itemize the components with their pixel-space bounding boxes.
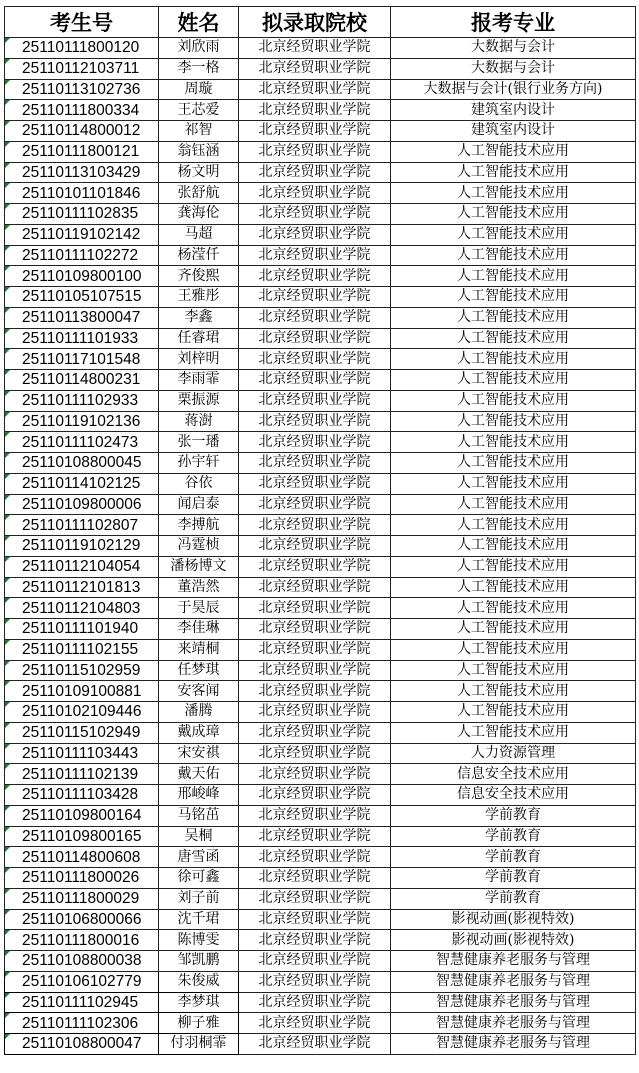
cell-name[interactable]: 陈博雯: [159, 930, 239, 951]
cell-exam-id[interactable]: 25110111102835: [5, 204, 159, 225]
cell-exam-id[interactable]: 25110105107515: [5, 287, 159, 308]
table-row: [5, 826, 636, 847]
cell-exam-id[interactable]: 25110111102272: [5, 245, 159, 266]
cell-major[interactable]: 人工智能技术应用: [391, 432, 636, 453]
cell-school[interactable]: 北京经贸职业学院: [239, 38, 391, 59]
cell-exam-id[interactable]: 25110111102155: [5, 639, 159, 660]
cell-major[interactable]: 人工智能技术应用: [391, 245, 636, 266]
cell-exam-id[interactable]: 25110112104054: [5, 556, 159, 577]
cell-name[interactable]: 龚海伦: [159, 204, 239, 225]
table-row: [5, 577, 636, 598]
cell-major[interactable]: 人工智能技术应用: [391, 681, 636, 702]
cell-school[interactable]: 北京经贸职业学院: [239, 888, 391, 909]
cell-major[interactable]: 人工智能技术应用: [391, 224, 636, 245]
cell-exam-id[interactable]: 25110111800016: [5, 930, 159, 951]
cell-major[interactable]: 影视动画(影视特效): [391, 909, 636, 930]
table-row: [5, 909, 636, 930]
cell-major[interactable]: 影视动画(影视特效): [391, 930, 636, 951]
table-row: [5, 38, 636, 59]
cell-major[interactable]: 人工智能技术应用: [391, 536, 636, 557]
cell-major[interactable]: 学前教育: [391, 868, 636, 889]
table-row: [5, 162, 636, 183]
cell-major[interactable]: 人工智能技术应用: [391, 453, 636, 474]
cell-name[interactable]: 邢峻峰: [159, 785, 239, 806]
cell-school[interactable]: 北京经贸职业学院: [239, 100, 391, 121]
cell-name[interactable]: 沈千珺: [159, 909, 239, 930]
cell-school[interactable]: 北京经贸职业学院: [239, 245, 391, 266]
table-row: [5, 702, 636, 723]
cell-name[interactable]: 邹凯鹏: [159, 951, 239, 972]
cell-major[interactable]: 人工智能技术应用: [391, 598, 636, 619]
cell-major[interactable]: 人工智能技术应用: [391, 722, 636, 743]
cell-name[interactable]: 谷依: [159, 473, 239, 494]
cell-exam-id[interactable]: 25110113103429: [5, 162, 159, 183]
cell-major[interactable]: 人工智能技术应用: [391, 183, 636, 204]
cell-exam-id[interactable]: 25110101101846: [5, 183, 159, 204]
cell-name[interactable]: 刘梓明: [159, 349, 239, 370]
cell-school[interactable]: 北京经贸职业学院: [239, 743, 391, 764]
table-row: [5, 432, 636, 453]
cell-school[interactable]: 北京经贸职业学院: [239, 681, 391, 702]
cell-school[interactable]: 北京经贸职业学院: [239, 494, 391, 515]
cell-major[interactable]: 人工智能技术应用: [391, 370, 636, 391]
table-row: [5, 660, 636, 681]
cell-major[interactable]: 人工智能技术应用: [391, 390, 636, 411]
cell-school[interactable]: 北京经贸职业学院: [239, 992, 391, 1013]
table-row: [5, 722, 636, 743]
table-row: [5, 598, 636, 619]
cell-name[interactable]: 李梦琪: [159, 992, 239, 1013]
cell-exam-id[interactable]: 25110111102473: [5, 432, 159, 453]
cell-name[interactable]: 宋安祺: [159, 743, 239, 764]
table-row: [5, 1034, 636, 1055]
cell-major[interactable]: 学前教育: [391, 805, 636, 826]
cell-name[interactable]: 蒋澍: [159, 411, 239, 432]
cell-exam-id[interactable]: 25110109100881: [5, 681, 159, 702]
cell-school[interactable]: 北京经贸职业学院: [239, 1034, 391, 1055]
cell-major[interactable]: 人工智能技术应用: [391, 328, 636, 349]
cell-name[interactable]: 张一璠: [159, 432, 239, 453]
cell-exam-id[interactable]: 25110112103711: [5, 58, 159, 79]
cell-name[interactable]: 马铭茁: [159, 805, 239, 826]
cell-major[interactable]: 人工智能技术应用: [391, 702, 636, 723]
cell-exam-id[interactable]: 25110111800026: [5, 868, 159, 889]
cell-name[interactable]: 吴桐: [159, 826, 239, 847]
cell-exam-id[interactable]: 25110119102142: [5, 224, 159, 245]
cell-school[interactable]: 北京经贸职业学院: [239, 598, 391, 619]
cell-major[interactable]: 人工智能技术应用: [391, 494, 636, 515]
cell-name[interactable]: 安客闻: [159, 681, 239, 702]
table-row: [5, 619, 636, 640]
cell-major[interactable]: 人工智能技术应用: [391, 639, 636, 660]
table-row: [5, 930, 636, 951]
cell-school[interactable]: 北京经贸职业学院: [239, 536, 391, 557]
cell-exam-id[interactable]: 25110112101813: [5, 577, 159, 598]
cell-school[interactable]: 北京经贸职业学院: [239, 370, 391, 391]
cell-school[interactable]: 北京经贸职业学院: [239, 764, 391, 785]
cell-school[interactable]: 北京经贸职业学院: [239, 556, 391, 577]
table-row: [5, 266, 636, 287]
cell-name[interactable]: 李鑫: [159, 307, 239, 328]
cell-name[interactable]: 闻启泰: [159, 494, 239, 515]
cell-name[interactable]: 齐俊熙: [159, 266, 239, 287]
cell-major[interactable]: 人工智能技术应用: [391, 515, 636, 536]
cell-name[interactable]: 李一格: [159, 58, 239, 79]
cell-exam-id[interactable]: 25110115102949: [5, 722, 159, 743]
header-school[interactable]: 拟录取院校: [239, 7, 391, 38]
table-row: [5, 141, 636, 162]
cell-name[interactable]: 来靖桐: [159, 639, 239, 660]
cell-school[interactable]: 北京经贸职业学院: [239, 224, 391, 245]
cell-major[interactable]: 智慧健康养老服务与管理: [391, 992, 636, 1013]
cell-major[interactable]: 信息安全技术应用: [391, 785, 636, 806]
cell-exam-id[interactable]: 25110106800066: [5, 909, 159, 930]
table-row: [5, 121, 636, 142]
cell-school[interactable]: 北京经贸职业学院: [239, 702, 391, 723]
cell-exam-id[interactable]: 25110111101940: [5, 619, 159, 640]
cell-major[interactable]: 人工智能技术应用: [391, 556, 636, 577]
table-row: [5, 556, 636, 577]
table-row: [5, 328, 636, 349]
cell-exam-id[interactable]: 25110117101548: [5, 349, 159, 370]
cell-name[interactable]: 董浩然: [159, 577, 239, 598]
cell-name[interactable]: 杨文明: [159, 162, 239, 183]
cell-name[interactable]: 翁钰涵: [159, 141, 239, 162]
table-row: [5, 1013, 636, 1034]
table-row: [5, 183, 636, 204]
table-row: [5, 743, 636, 764]
cell-name[interactable]: 柳子雅: [159, 1013, 239, 1034]
cell-school[interactable]: 北京经贸职业学院: [239, 805, 391, 826]
cell-exam-id[interactable]: 25110108800045: [5, 453, 159, 474]
cell-school[interactable]: 北京经贸职业学院: [239, 951, 391, 972]
cell-name[interactable]: 任睿珺: [159, 328, 239, 349]
cell-major[interactable]: 人工智能技术应用: [391, 287, 636, 308]
cell-school[interactable]: 北京经贸职业学院: [239, 411, 391, 432]
cell-name[interactable]: 戴成璋: [159, 722, 239, 743]
cell-exam-id[interactable]: 25110115102959: [5, 660, 159, 681]
table-row: [5, 453, 636, 474]
cell-major[interactable]: 人工智能技术应用: [391, 307, 636, 328]
table-row: [5, 639, 636, 660]
table-body: [5, 38, 636, 1055]
cell-name[interactable]: 冯霆桢: [159, 536, 239, 557]
cell-exam-id[interactable]: 25110111800029: [5, 888, 159, 909]
table-row: [5, 536, 636, 557]
cell-major[interactable]: 人工智能技术应用: [391, 473, 636, 494]
cell-major[interactable]: 人工智能技术应用: [391, 204, 636, 225]
cell-exam-id[interactable]: 25110111102139: [5, 764, 159, 785]
cell-major[interactable]: 人工智能技术应用: [391, 141, 636, 162]
cell-exam-id[interactable]: 25110111800121: [5, 141, 159, 162]
cell-name[interactable]: 祁智: [159, 121, 239, 142]
cell-major[interactable]: 人工智能技术应用: [391, 266, 636, 287]
cell-exam-id[interactable]: 25110109800164: [5, 805, 159, 826]
cell-major[interactable]: 信息安全技术应用: [391, 764, 636, 785]
cell-name[interactable]: 任梦琪: [159, 660, 239, 681]
cell-major[interactable]: 智慧健康养老服务与管理: [391, 951, 636, 972]
table-row: [5, 764, 636, 785]
cell-exam-id[interactable]: 25110109800006: [5, 494, 159, 515]
cell-exam-id[interactable]: 25110114800608: [5, 847, 159, 868]
cell-school[interactable]: 北京经贸职业学院: [239, 204, 391, 225]
table-row: [5, 287, 636, 308]
table-row: [5, 245, 636, 266]
cell-school[interactable]: 北京经贸职业学院: [239, 577, 391, 598]
cell-exam-id[interactable]: 25110119102136: [5, 411, 159, 432]
table-row: [5, 494, 636, 515]
cell-school[interactable]: 北京经贸职业学院: [239, 432, 391, 453]
cell-exam-id[interactable]: 25110108800047: [5, 1034, 159, 1055]
cell-school[interactable]: 北京经贸职业学院: [239, 307, 391, 328]
cell-major[interactable]: 大数据与会计(银行业务方向): [391, 79, 636, 100]
cell-name[interactable]: 潘腾: [159, 702, 239, 723]
cell-major[interactable]: 大数据与会计: [391, 38, 636, 59]
cell-name[interactable]: 徐可鑫: [159, 868, 239, 889]
cell-school[interactable]: 北京经贸职业学院: [239, 141, 391, 162]
cell-exam-id[interactable]: 25110114800012: [5, 121, 159, 142]
cell-major[interactable]: 大数据与会计: [391, 58, 636, 79]
cell-name[interactable]: 李雨霏: [159, 370, 239, 391]
header-row: [5, 7, 636, 38]
cell-school[interactable]: 北京经贸职业学院: [239, 390, 391, 411]
cell-school[interactable]: 北京经贸职业学院: [239, 162, 391, 183]
cell-exam-id[interactable]: 25110111800334: [5, 100, 159, 121]
cell-exam-id[interactable]: 25110102109446: [5, 702, 159, 723]
cell-major[interactable]: 学前教育: [391, 826, 636, 847]
table-row: [5, 951, 636, 972]
table-row: [5, 847, 636, 868]
table-row: [5, 224, 636, 245]
table-row: [5, 100, 636, 121]
table-row: [5, 515, 636, 536]
table-row: [5, 473, 636, 494]
cell-major[interactable]: 人工智能技术应用: [391, 577, 636, 598]
cell-exam-id[interactable]: 25110113102736: [5, 79, 159, 100]
cell-exam-id[interactable]: 25110106102779: [5, 971, 159, 992]
cell-name[interactable]: 李搏航: [159, 515, 239, 536]
cell-name[interactable]: 李佳琳: [159, 619, 239, 640]
header-name[interactable]: 姓名: [159, 7, 239, 38]
table-row: [5, 888, 636, 909]
cell-name[interactable]: 周璇: [159, 79, 239, 100]
cell-school[interactable]: 北京经贸职业学院: [239, 453, 391, 474]
cell-name[interactable]: 王芯爱: [159, 100, 239, 121]
cell-exam-id[interactable]: 25110111103428: [5, 785, 159, 806]
cell-name[interactable]: 孙宇轩: [159, 453, 239, 474]
cell-major[interactable]: 建筑室内设计: [391, 121, 636, 142]
table-row: [5, 681, 636, 702]
cell-school[interactable]: 北京经贸职业学院: [239, 619, 391, 640]
cell-name[interactable]: 唐雪函: [159, 847, 239, 868]
cell-name[interactable]: 付羽桐霏: [159, 1034, 239, 1055]
header-exam-id[interactable]: 考生号: [5, 7, 159, 38]
cell-major[interactable]: 人工智能技术应用: [391, 411, 636, 432]
cell-school[interactable]: 北京经贸职业学院: [239, 515, 391, 536]
cell-school[interactable]: 北京经贸职业学院: [239, 868, 391, 889]
admission-table: [4, 6, 636, 1055]
cell-exam-id[interactable]: 25110114800231: [5, 370, 159, 391]
cell-name[interactable]: 刘欣雨: [159, 38, 239, 59]
header-major[interactable]: 报考专业: [391, 7, 636, 38]
cell-exam-id[interactable]: 25110111800120: [5, 38, 159, 59]
cell-school[interactable]: 北京经贸职业学院: [239, 266, 391, 287]
table-row: [5, 785, 636, 806]
cell-exam-id[interactable]: 25110114102125: [5, 473, 159, 494]
cell-school[interactable]: 北京经贸职业学院: [239, 826, 391, 847]
table-row: [5, 370, 636, 391]
cell-name[interactable]: 于昊辰: [159, 598, 239, 619]
cell-exam-id[interactable]: 25110112104803: [5, 598, 159, 619]
cell-school[interactable]: 北京经贸职业学院: [239, 847, 391, 868]
cell-school[interactable]: 北京经贸职业学院: [239, 971, 391, 992]
cell-exam-id[interactable]: 25110109800100: [5, 266, 159, 287]
cell-exam-id[interactable]: 25110111101933: [5, 328, 159, 349]
cell-name[interactable]: 杨滢仟: [159, 245, 239, 266]
cell-school[interactable]: 北京经贸职业学院: [239, 785, 391, 806]
cell-major[interactable]: 人工智能技术应用: [391, 162, 636, 183]
table-row: [5, 349, 636, 370]
table-row: [5, 58, 636, 79]
cell-major[interactable]: 人工智能技术应用: [391, 660, 636, 681]
cell-exam-id[interactable]: 25110108800038: [5, 951, 159, 972]
cell-major[interactable]: 智慧健康养老服务与管理: [391, 1034, 636, 1055]
cell-major[interactable]: 建筑室内设计: [391, 100, 636, 121]
cell-school[interactable]: 北京经贸职业学院: [239, 639, 391, 660]
cell-name[interactable]: 马超: [159, 224, 239, 245]
cell-major[interactable]: 智慧健康养老服务与管理: [391, 971, 636, 992]
cell-school[interactable]: 北京经贸职业学院: [239, 930, 391, 951]
cell-major[interactable]: 智慧健康养老服务与管理: [391, 1013, 636, 1034]
cell-school[interactable]: 北京经贸职业学院: [239, 328, 391, 349]
cell-major[interactable]: 学前教育: [391, 847, 636, 868]
cell-exam-id[interactable]: 25110111102933: [5, 390, 159, 411]
cell-name[interactable]: 刘子前: [159, 888, 239, 909]
cell-school[interactable]: 北京经贸职业学院: [239, 473, 391, 494]
table-row: [5, 411, 636, 432]
cell-name[interactable]: 潘杨博文: [159, 556, 239, 577]
table-row: [5, 992, 636, 1013]
table-row: [5, 307, 636, 328]
cell-name[interactable]: 戴天佑: [159, 764, 239, 785]
cell-school[interactable]: 北京经贸职业学院: [239, 287, 391, 308]
cell-exam-id[interactable]: 25110119102129: [5, 536, 159, 557]
cell-exam-id[interactable]: 25110111102306: [5, 1013, 159, 1034]
cell-school[interactable]: 北京经贸职业学院: [239, 79, 391, 100]
cell-school[interactable]: 北京经贸职业学院: [239, 183, 391, 204]
cell-exam-id[interactable]: 25110111103443: [5, 743, 159, 764]
table-row: [5, 971, 636, 992]
cell-school[interactable]: 北京经贸职业学院: [239, 58, 391, 79]
table-row: [5, 868, 636, 889]
cell-major[interactable]: 学前教育: [391, 888, 636, 909]
cell-major[interactable]: 人工智能技术应用: [391, 349, 636, 370]
cell-school[interactable]: 北京经贸职业学院: [239, 121, 391, 142]
cell-major[interactable]: 人力资源管理: [391, 743, 636, 764]
cell-major[interactable]: 人工智能技术应用: [391, 619, 636, 640]
cell-name[interactable]: 张舒航: [159, 183, 239, 204]
cell-exam-id[interactable]: 25110113800047: [5, 307, 159, 328]
cell-school[interactable]: 北京经贸职业学院: [239, 1013, 391, 1034]
cell-exam-id[interactable]: 25110111102807: [5, 515, 159, 536]
cell-exam-id[interactable]: 25110109800165: [5, 826, 159, 847]
cell-school[interactable]: 北京经贸职业学院: [239, 722, 391, 743]
cell-school[interactable]: 北京经贸职业学院: [239, 909, 391, 930]
table-row: [5, 204, 636, 225]
cell-school[interactable]: 北京经贸职业学院: [239, 660, 391, 681]
table-row: [5, 79, 636, 100]
cell-school[interactable]: 北京经贸职业学院: [239, 349, 391, 370]
cell-name[interactable]: 栗振源: [159, 390, 239, 411]
cell-name[interactable]: 朱俊威: [159, 971, 239, 992]
cell-name[interactable]: 王雅彤: [159, 287, 239, 308]
cell-exam-id[interactable]: 25110111102945: [5, 992, 159, 1013]
table-row: [5, 805, 636, 826]
table-row: [5, 390, 636, 411]
